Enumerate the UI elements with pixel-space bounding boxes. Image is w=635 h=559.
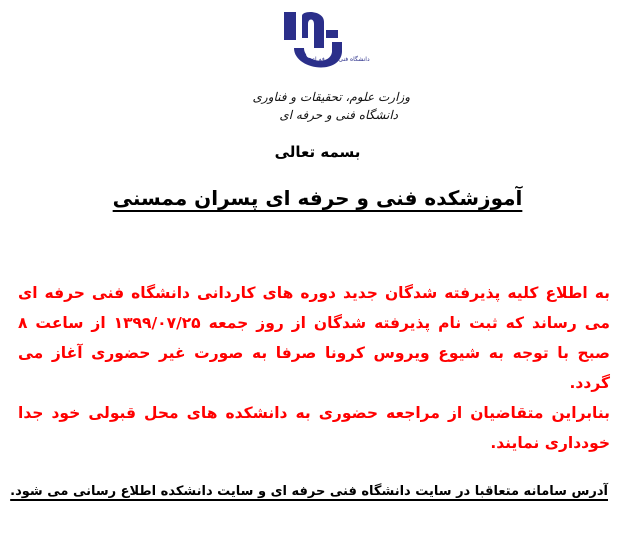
school-name: آموزشکده فنی و حرفه ای پسران ممسنی — [112, 186, 523, 210]
ministry-signature — [200, 88, 410, 124]
announcement-paragraph: به اطلاع کلیه پذیرفته شدگان جدید دوره های کاردانی دانشگاه فنی حرفه ای می رساند که ثبت نام پذیرفته شدگان از روز جمعه ۱۳۹۹/۰۷/۲۵ از ساعت ۸ صبح با توجه به شیوع ویروس کرونا صرفا به صورت غیر حضوری آغاز می گردد. — [18, 284, 611, 392]
university-emblem-icon — [280, 8, 360, 84]
logo-caption: دانشگاه فنی و حرفه ای — [310, 56, 370, 63]
footer-note-text: آدرس سامانه متعاقبا در سایت دانشگاه فنی حرفه ای و سایت دانشکده اطلاع رسانی می شود. — [10, 484, 608, 499]
bismillah-heading: بسمه تعالی — [274, 143, 361, 161]
school-title — [0, 186, 635, 210]
ministry-line: وزارت علوم، تحقیقات و فناوری — [252, 90, 410, 104]
footer-note — [0, 484, 608, 499]
request-paragraph: بنابراین متقاضیان از مراجعه حضوری به دانشکده های محل قبولی خود جدا خودداری نمایند. — [18, 404, 610, 452]
university-line: دانشگاه فنی و حرفه ای — [279, 108, 398, 122]
